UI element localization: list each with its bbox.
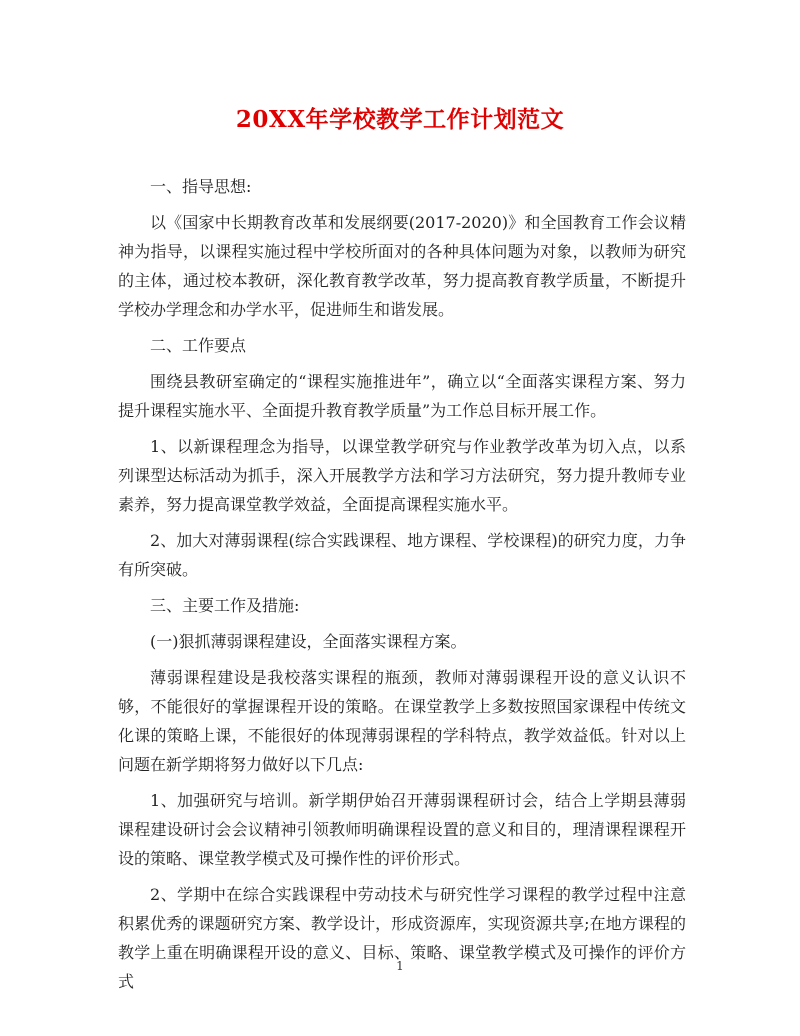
body-paragraph: 1、以新课程理念为指导，以课堂教学研究与作业教学改革为切入点，以系列课型达标活动为抓手，深入开展教学方法和学习方法研究，努力提升教师专业素养，努力提高课堂教学效益，全面提高课程实施水平。 [118,437,686,514]
body-paragraph: 2、加大对薄弱课程(综合实践课程、地方课程、学校课程)的研究力度，力争有所突破。 [118,531,686,579]
body-paragraph: 围绕县教研室确定的“课程实施推进年”，确立以“全面落实课程方案、努力提升课程实施水平、全面提升教育教学质量”为工作总目标开展工作。 [118,372,686,420]
document-title: 20XX年学校教学工作计划范文 [235,106,565,133]
body-paragraph: 薄弱课程建设是我校落实课程的瓶颈，教师对薄弱课程开设的意义认识不够，不能很好的掌握课程开设的策略。在课堂教学上多数按照国家课程中传统文化课的策略上课，不能很好的体现薄弱课程的学科特点，教学效益低。针对以上问题在新学期将努力做好以下几点: [118,668,686,774]
subsection-heading: (一)狠抓薄弱课程建设，全面落实课程方案。 [150,632,467,651]
document-body [118,172,686,1003]
section-heading: 二、工作要点 [150,336,247,355]
section-heading: 三、主要工作及措施: [150,596,300,615]
body-paragraph: 2、学期中在综合实践课程中劳动技术与研究性学习课程的教学过程中注意积累优秀的课题研究方案、教学设计，形成资源库，实现资源共享;在地方课程的教学上重在明确课程开设的意义、目标、策略、课堂教学模式及可操作的评价方式 [118,885,686,991]
body-paragraph: 1、加强研究与培训。新学期伊始召开薄弱课程研讨会，结合上学期县薄弱课程建设研讨会会议精神引领教师明确课程设置的意义和目的，理清课程课程开设的策略、课堂教学模式及可操作性的评价形式。 [118,791,686,868]
section-heading: 一、指导思想: [150,177,252,196]
body-paragraph: 以《国家中长期教育改革和发展纲要(2017-2020)》和全国教育工作会议精神为指导，以课程实施过程中学校所面对的各种具体问题为对象，以教师为研究的主体，通过校本教研，深化教育教学改革，努力提高教育教学质量，不断提升学校办学理念和办学水平，促进师生和谐发展。 [118,213,686,319]
page-number: 1 [396,959,404,973]
